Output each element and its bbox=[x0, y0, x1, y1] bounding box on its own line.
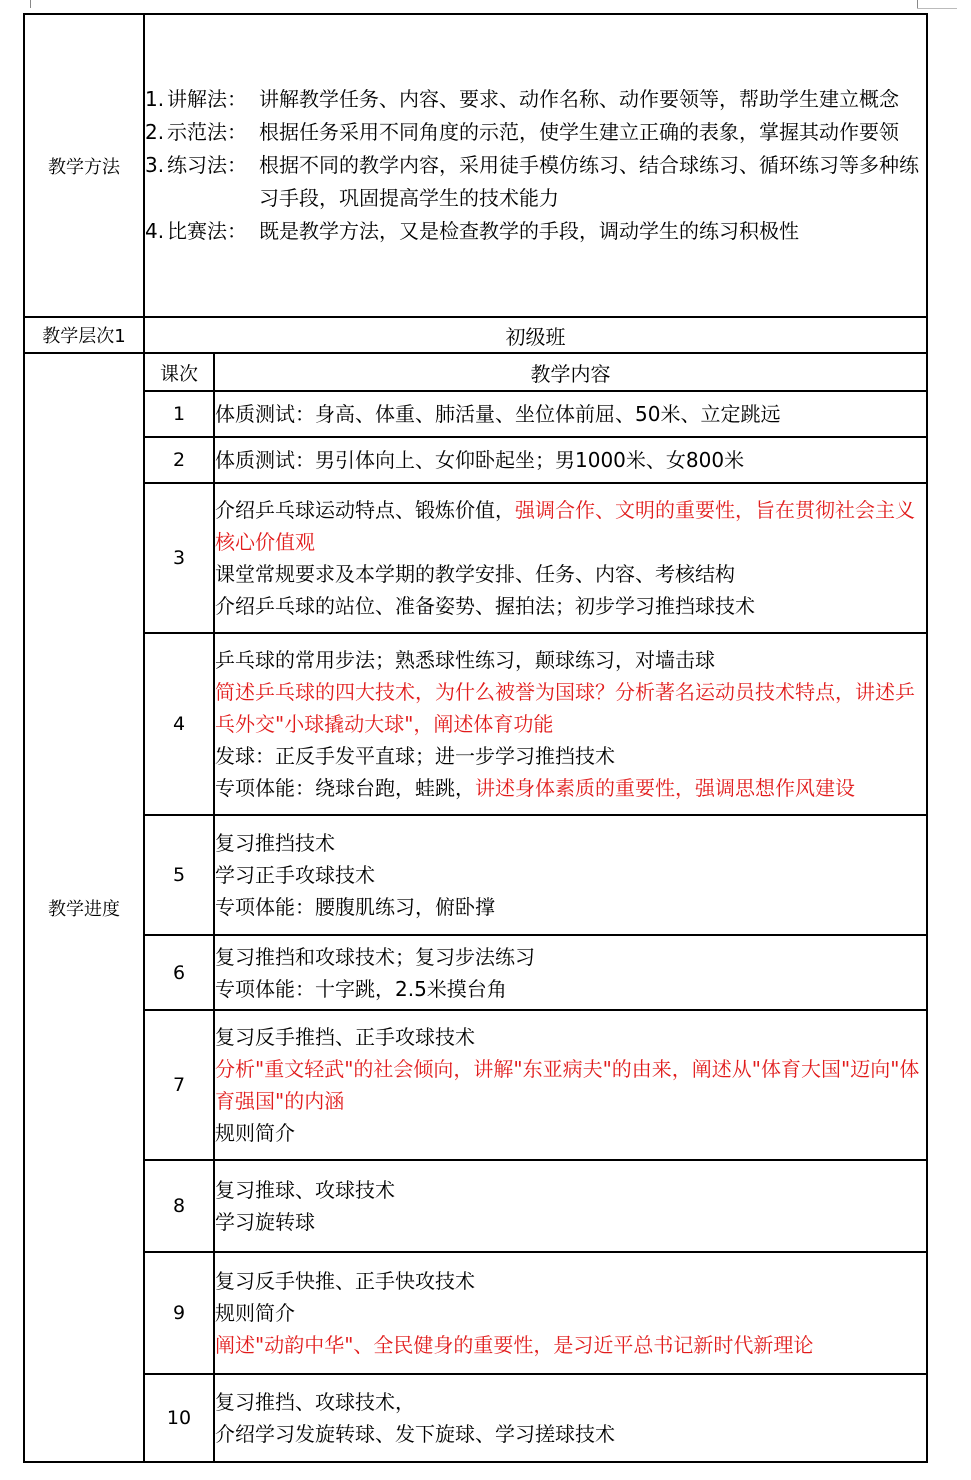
method-item bbox=[145, 116, 926, 149]
content-text: 专项体能：绕球台跑，蛙跳， bbox=[215, 776, 475, 800]
content-text: 乒乓球的常用步法；熟悉球性练习，颠球练习，对墙击球 bbox=[215, 648, 715, 672]
lesson-content-line bbox=[215, 891, 926, 923]
lesson-content-line bbox=[215, 444, 926, 476]
emphasis-text: 强调合作、文明的重要性，旨在贯彻社会主义核心价值观 bbox=[215, 498, 915, 554]
lesson-content-line bbox=[215, 1418, 926, 1450]
level-label: 教学层次1 bbox=[24, 317, 144, 353]
lesson-content bbox=[214, 483, 927, 633]
lesson-row bbox=[24, 1374, 927, 1462]
lesson-content-line bbox=[215, 558, 926, 590]
content-text: 复习反手推挡、正手攻球技术 bbox=[215, 1025, 475, 1049]
method-description: 既是教学方法，又是检查教学的手段，调动学生的练习积极性 bbox=[259, 219, 799, 243]
lesson-content bbox=[214, 1252, 927, 1374]
lesson-content bbox=[214, 633, 927, 815]
lesson-content-line bbox=[215, 1053, 926, 1117]
method-description: 讲解教学任务、内容、要求、动作名称、动作要领等，帮助学生建立概念 bbox=[259, 87, 899, 111]
level-row bbox=[24, 317, 927, 353]
content-text: 介绍乒乓球的站位、准备姿势、握拍法；初步学习推挡球技术 bbox=[215, 594, 755, 618]
content-text: 复习反手快推、正手快攻技术 bbox=[215, 1269, 475, 1293]
lesson-content-line bbox=[215, 1265, 926, 1297]
method-item bbox=[145, 215, 926, 248]
progress-label: 教学进度 bbox=[24, 353, 144, 1462]
teaching-plan-table bbox=[23, 13, 928, 1463]
lesson-number: 2 bbox=[144, 437, 214, 483]
method-name: 示范法： bbox=[167, 120, 247, 144]
lesson-row bbox=[24, 437, 927, 483]
lesson-number: 7 bbox=[144, 1010, 214, 1160]
method-name: 讲解法： bbox=[167, 87, 247, 111]
lesson-number: 10 bbox=[144, 1374, 214, 1462]
lesson-content-line bbox=[215, 398, 926, 430]
lesson-content bbox=[214, 935, 927, 1010]
lesson-row bbox=[24, 935, 927, 1010]
methods-content bbox=[144, 14, 927, 317]
emphasis-text: 分析"重文轻武"的社会倾向，讲解"东亚病夫"的由来，阐述从"体育大国"迈向"体育强国"的内涵 bbox=[215, 1057, 920, 1113]
content-text: 体质测试：身高、体重、肺活量、坐位体前屈、50米、立定跳远 bbox=[215, 402, 781, 426]
method-item bbox=[145, 149, 926, 215]
method-number: 2. bbox=[145, 120, 165, 144]
lesson-content-line bbox=[215, 941, 926, 973]
content-text: 体质测试：男引体向上、女仰卧起坐；男1000米、女800米 bbox=[215, 448, 745, 472]
lesson-content-line bbox=[215, 1297, 926, 1329]
lesson-content-line bbox=[215, 1386, 926, 1418]
method-item bbox=[145, 83, 926, 116]
method-number: 4. bbox=[145, 219, 165, 243]
lesson-number: 3 bbox=[144, 483, 214, 633]
content-text: 复习推挡技术 bbox=[215, 831, 335, 855]
lesson-content-line bbox=[215, 1021, 926, 1053]
lesson-content-line bbox=[215, 772, 926, 804]
lesson-content bbox=[214, 815, 927, 935]
content-text: 学习正手攻球技术 bbox=[215, 863, 375, 887]
level-value: 初级班 bbox=[144, 317, 927, 353]
lesson-content bbox=[214, 1010, 927, 1160]
page-corner-mark-right bbox=[917, 0, 918, 8]
lesson-content-line bbox=[215, 494, 926, 558]
content-text: 学习旋转球 bbox=[215, 1210, 315, 1234]
lesson-content-line bbox=[215, 1329, 926, 1361]
emphasis-text: 简述乒乓球的四大技术，为什么被誉为国球？分析著名运动员技术特点，讲述乒乓外交"小球撬动大球"，阐述体育功能 bbox=[215, 680, 915, 736]
content-text: 介绍学习发旋转球、发下旋球、学习搓球技术 bbox=[215, 1422, 615, 1446]
lesson-content-line bbox=[215, 676, 926, 740]
methods-row bbox=[24, 14, 927, 317]
page-corner-mark-left bbox=[30, 0, 31, 8]
content-text: 专项体能：腰腹肌练习，俯卧撑 bbox=[215, 895, 495, 919]
content-text: 复习推球、攻球技术 bbox=[215, 1178, 395, 1202]
lesson-row bbox=[24, 1252, 927, 1374]
lesson-row bbox=[24, 391, 927, 437]
content-text: 规则简介 bbox=[215, 1301, 295, 1325]
method-name: 比赛法： bbox=[167, 219, 247, 243]
lesson-content bbox=[214, 1374, 927, 1462]
content-text: 课堂常规要求及本学期的教学安排、任务、内容、考核结构 bbox=[215, 562, 735, 586]
lesson-row bbox=[24, 815, 927, 935]
method-description: 根据任务采用不同角度的示范，使学生建立正确的表象，掌握其动作要领 bbox=[259, 120, 899, 144]
method-number: 1. bbox=[145, 87, 165, 111]
lesson-content bbox=[214, 1160, 927, 1252]
lesson-row bbox=[24, 633, 927, 815]
lesson-content-line bbox=[215, 740, 926, 772]
lesson-content-line bbox=[215, 644, 926, 676]
content-text: 复习推挡和攻球技术；复习步法练习 bbox=[215, 944, 535, 969]
lesson-number: 8 bbox=[144, 1160, 214, 1252]
emphasis-text: 讲述身体素质的重要性，强调思想作风建设 bbox=[475, 776, 855, 800]
method-name: 练习法： bbox=[167, 153, 247, 177]
progress-header-row bbox=[24, 353, 927, 391]
page-corner-mark-horizontal bbox=[917, 8, 957, 9]
lesson-content-line bbox=[215, 827, 926, 859]
lesson-row bbox=[24, 1010, 927, 1160]
method-number: 3. bbox=[145, 153, 165, 177]
content-text: 发球：正反手发平直球；进一步学习推挡技术 bbox=[215, 744, 615, 768]
lesson-column-header: 课次 bbox=[144, 353, 214, 391]
content-column-header: 教学内容 bbox=[214, 353, 927, 391]
lesson-number: 1 bbox=[144, 391, 214, 437]
lesson-content-line bbox=[215, 590, 926, 622]
lesson-content-line bbox=[215, 1206, 926, 1238]
lesson-number: 6 bbox=[144, 935, 214, 1010]
lesson-content-line bbox=[215, 1174, 926, 1206]
lesson-content bbox=[214, 437, 927, 483]
methods-label: 教学方法 bbox=[24, 14, 144, 317]
emphasis-text: 阐述"动韵中华"、全民健身的重要性，是习近平总书记新时代新理论 bbox=[215, 1333, 814, 1357]
content-text: 复习推挡、攻球技术， bbox=[215, 1390, 415, 1414]
method-description: 根据不同的教学内容，采用徒手模仿练习、结合球练习、循环练习等多种练习手段，巩固提高学生的技术能力 bbox=[259, 153, 919, 210]
lesson-content bbox=[214, 391, 927, 437]
lesson-number: 4 bbox=[144, 633, 214, 815]
lesson-content-line bbox=[215, 859, 926, 891]
lesson-number: 9 bbox=[144, 1252, 214, 1374]
lesson-number: 5 bbox=[144, 815, 214, 935]
content-text: 介绍乒乓球运动特点、锻炼价值， bbox=[215, 498, 515, 522]
lesson-content-line bbox=[215, 973, 926, 1005]
content-text: 专项体能：十字跳，2.5米摸台角 bbox=[215, 976, 507, 1001]
lesson-row bbox=[24, 1160, 927, 1252]
lesson-content-line bbox=[215, 1117, 926, 1149]
content-text: 规则简介 bbox=[215, 1121, 295, 1145]
lesson-row bbox=[24, 483, 927, 633]
